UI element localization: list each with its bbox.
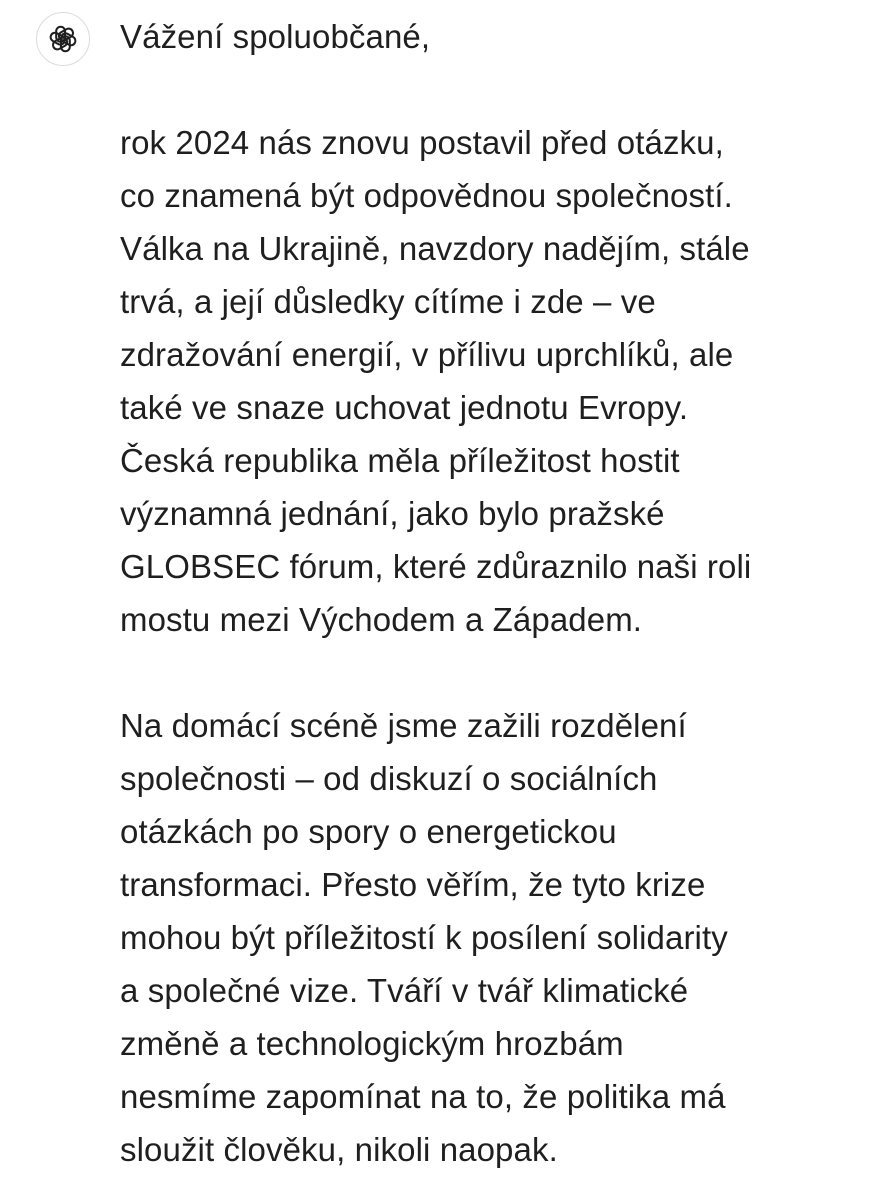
- paragraph-line: transformaci. Přesto věřím, že tyto krize: [120, 866, 706, 903]
- message-content: [120, 10, 880, 1176]
- paragraph-line: co znamená být odpovědnou společností.: [120, 177, 733, 214]
- paragraph-line: mohou být příležitostí k posílení solidarity: [120, 919, 728, 956]
- paragraph-line: Na domácí scéně jsme zažili rozdělení: [120, 707, 687, 744]
- paragraph-line: trvá, a její důsledky cítíme i zde – ve: [120, 283, 656, 320]
- paragraph-line: změně a technologickým hrozbám: [120, 1025, 624, 1062]
- paragraph-line: Válka na Ukrajině, navzdory nadějím, stále: [120, 230, 750, 267]
- paragraph-line: GLOBSEC fórum, které zdůraznilo naši roli: [120, 548, 752, 585]
- message-paragraph-1: [120, 116, 880, 646]
- paragraph-line: sloužit člověku, nikoli naopak.: [120, 1131, 558, 1168]
- paragraph-line: rok 2024 nás znovu postavil před otázku,: [120, 124, 724, 161]
- openai-logo-icon: [46, 22, 80, 56]
- paragraph-line: a společné vize. Tváří v tvář klimatické: [120, 972, 689, 1009]
- paragraph-line: otázkách po spory o energetickou: [120, 813, 617, 850]
- paragraph-line: společnosti – od diskuzí o sociálních: [120, 760, 658, 797]
- paragraph-line: nesmíme zapomínat na to, že politika má: [120, 1078, 726, 1115]
- paragraph-line: také ve snaze uchovat jednotu Evropy.: [120, 389, 689, 426]
- paragraph-line: Česká republika měla příležitost hostit: [120, 442, 680, 479]
- paragraph-line: mostu mezi Východem a Západem.: [120, 601, 643, 638]
- paragraph-line: významná jednání, jako bylo pražské: [120, 495, 665, 532]
- message-paragraph-2: [120, 699, 880, 1176]
- paragraph-line: zdražování energií, v přílivu uprchlíků, ale: [120, 336, 734, 373]
- message-greeting: Vážení spoluobčané,: [120, 18, 431, 55]
- assistant-avatar: [36, 12, 90, 66]
